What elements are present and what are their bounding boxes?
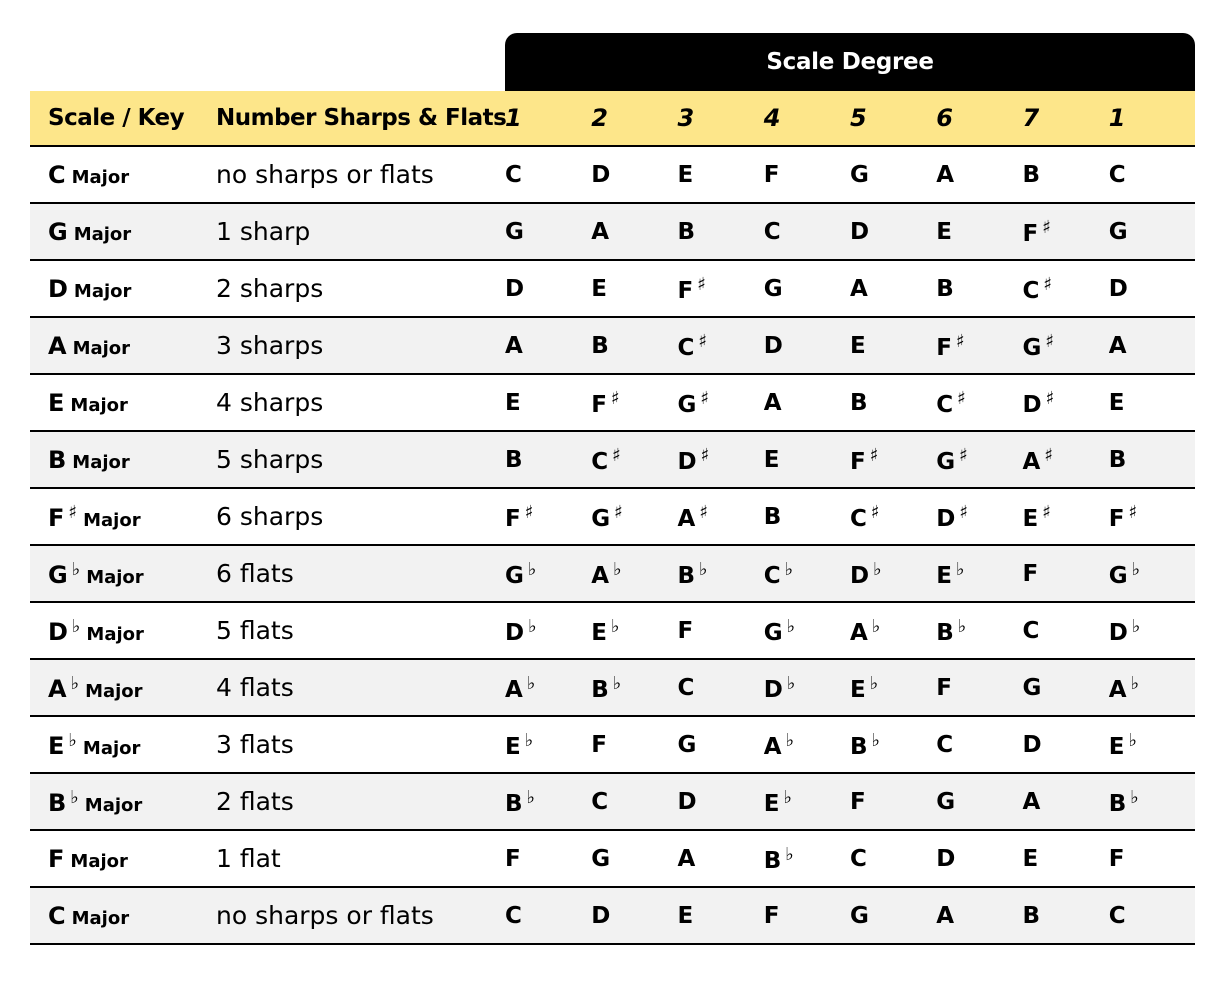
key-name: B (48, 445, 67, 474)
flat-icon: ♭ (1128, 729, 1137, 751)
scale-note: G ♯ (936, 444, 968, 475)
scale-note: G ♭ (763, 615, 796, 646)
scale-note: A (1022, 788, 1041, 815)
scale-note: E (677, 161, 694, 188)
scale-note: C ♯ (591, 444, 621, 475)
flat-icon: ♭ (1131, 558, 1141, 580)
flat-icon: ♭ (873, 558, 882, 580)
header-degree: 1 (505, 91, 591, 146)
scale-note: D (1022, 731, 1042, 758)
sharps-flats-count: 1 sharp (216, 217, 311, 246)
flat-icon: ♭ (786, 672, 796, 694)
sharp-icon: ♯ (1045, 387, 1055, 409)
sharp-icon: ♯ (959, 444, 968, 466)
table-row (30, 203, 1195, 260)
scale-key-cell (30, 317, 198, 374)
scale-key-cell (30, 260, 198, 317)
scale-note: D ♯ (677, 444, 710, 475)
scale-note: E ♯ (1022, 501, 1051, 532)
major-label: Major (71, 907, 130, 929)
flat-icon: ♭ (869, 672, 879, 694)
scale-note: A (763, 389, 782, 416)
scale-note: B ♭ (505, 786, 536, 817)
scale-note: E (936, 218, 952, 245)
flat-icon: ♭ (871, 729, 881, 751)
sharps-flats-count: 3 sharps (216, 331, 324, 360)
flat-icon: ♭ (871, 615, 881, 637)
scale-note: G (677, 731, 697, 758)
scale-note: G (1022, 674, 1042, 701)
scale-note: A (1108, 332, 1127, 359)
sharp-icon: ♯ (869, 444, 879, 466)
flat-icon: ♭ (70, 786, 79, 808)
major-label: Major (86, 623, 144, 645)
major-label: Major (72, 337, 131, 359)
scale-note: C (936, 731, 954, 758)
scale-note: C (591, 788, 609, 815)
scale-note: E ♭ (505, 729, 534, 760)
scale-note: G ♯ (1022, 330, 1055, 361)
scale-note: B (850, 389, 868, 416)
scale-note: B (936, 275, 954, 302)
scale-note: A (591, 218, 610, 245)
key-name: A (48, 331, 67, 360)
scale-note: A ♭ (763, 729, 795, 760)
flat-icon: ♭ (785, 843, 794, 865)
flat-icon: ♭ (526, 786, 536, 808)
flat-icon: ♭ (957, 615, 967, 637)
scale-note: G ♯ (677, 387, 710, 418)
scale-note: G (936, 788, 956, 815)
flat-icon: ♭ (783, 786, 792, 808)
scale-note: D ♯ (1022, 387, 1055, 418)
flat-icon: ♭ (1130, 672, 1140, 694)
header-row (30, 91, 1195, 146)
sharp-icon: ♯ (955, 330, 965, 352)
major-label: Major (72, 451, 130, 473)
sharps-flats-count: 5 sharps (216, 445, 324, 474)
scale-note: D ♭ (763, 672, 796, 703)
scale-note: C ♭ (763, 558, 794, 589)
header-scale-key: Scale / Key (30, 91, 198, 146)
scale-note: E (591, 275, 607, 302)
scale-note: C (1022, 617, 1040, 644)
scale-key-cell (30, 374, 198, 431)
scale-note: A (850, 275, 868, 302)
scale-note: D ♭ (850, 558, 882, 589)
scale-note: B ♭ (763, 843, 794, 874)
sharp-icon: ♯ (1128, 501, 1138, 523)
sharps-flats-count: 1 flat (216, 844, 281, 873)
sharp-icon: ♯ (1045, 330, 1055, 352)
key-name: E ♭ (48, 729, 77, 760)
flat-icon: ♭ (526, 672, 536, 694)
flat-icon: ♭ (786, 615, 796, 637)
major-label: Major (84, 794, 143, 816)
major-label: Major (71, 166, 130, 188)
sharp-icon: ♯ (700, 387, 710, 409)
flat-icon: ♭ (71, 615, 81, 637)
scale-note: D (850, 218, 870, 245)
scale-note: A ♯ (677, 501, 709, 532)
scale-note: D (591, 161, 611, 188)
key-name: E (48, 388, 65, 417)
scale-note: B (677, 218, 696, 245)
scale-note: D (505, 275, 525, 302)
scale-note: E ♭ (763, 786, 792, 817)
scale-note: E ♭ (591, 615, 620, 646)
key-name: C (48, 901, 66, 930)
table-row (30, 488, 1195, 545)
scale-note: B (1022, 161, 1041, 188)
scale-note: C ♯ (936, 387, 966, 418)
scale-note: E (763, 446, 780, 473)
scale-note: A ♭ (1108, 672, 1140, 703)
flat-icon: ♭ (785, 729, 795, 751)
scale-note: A ♭ (850, 615, 881, 646)
sharps-flats-count: 4 flats (216, 673, 294, 702)
flat-icon: ♭ (1131, 615, 1141, 637)
sharp-icon: ♯ (698, 330, 708, 352)
scale-note: B (763, 503, 782, 530)
scale-key-cell (30, 602, 198, 659)
major-label: Major (70, 850, 128, 872)
scale-note: A (677, 845, 696, 872)
scale-note: F ♯ (1108, 501, 1138, 532)
scale-note: F (1108, 845, 1125, 872)
scale-note: A (936, 902, 955, 929)
table-row (30, 431, 1195, 488)
scale-note: G (763, 275, 783, 302)
header-degree: 1 (1109, 91, 1195, 146)
scale-note: B (1022, 902, 1041, 929)
table-row (30, 602, 1195, 659)
scale-note: F ♯ (591, 387, 620, 418)
table-row (30, 260, 1195, 317)
key-name: A ♭ (48, 672, 80, 703)
scale-note: G (591, 845, 611, 872)
scale-note: E (850, 332, 866, 359)
sharp-icon: ♯ (68, 501, 78, 523)
major-label: Major (70, 394, 128, 416)
key-name: F ♯ (48, 501, 78, 532)
scale-note: F (591, 731, 607, 758)
scale-note: A ♯ (1022, 444, 1054, 475)
scale-note: F ♯ (936, 330, 965, 361)
scale-key-cell (30, 659, 198, 716)
scale-key-cell (30, 830, 198, 887)
table-row (30, 146, 1195, 203)
sharps-flats-count: 2 flats (216, 787, 294, 816)
major-label: Major (83, 509, 141, 531)
scale-note: F (763, 161, 780, 188)
flat-icon: ♭ (955, 558, 965, 580)
flat-icon: ♭ (71, 558, 81, 580)
scale-note: F (850, 788, 866, 815)
flat-icon: ♭ (610, 615, 620, 637)
scale-note: D (591, 902, 611, 929)
header-degree: 7 (1023, 91, 1109, 146)
sharps-flats-count: 6 sharps (216, 502, 324, 531)
sharps-flats-count: 6 flats (216, 559, 294, 588)
scale-note: D ♯ (936, 501, 969, 532)
scale-note: B ♭ (850, 729, 881, 760)
flat-icon: ♭ (784, 558, 794, 580)
key-name: D ♭ (48, 615, 81, 646)
key-name: G ♭ (48, 558, 81, 589)
table-row (30, 773, 1195, 830)
major-scales-table (30, 91, 1195, 945)
key-name: G (48, 217, 68, 246)
key-name: C (48, 160, 66, 189)
scale-note: B (505, 446, 523, 473)
scale-note: C ♯ (850, 501, 880, 532)
scale-note: E (505, 389, 521, 416)
table-row (30, 830, 1195, 887)
scale-note: B (591, 332, 609, 359)
flat-icon: ♭ (68, 729, 77, 751)
key-name: F (48, 844, 65, 873)
scale-note: C (505, 161, 522, 188)
scale-note: B ♭ (677, 558, 708, 589)
table-row (30, 716, 1195, 773)
sharps-flats-count: 3 flats (216, 730, 294, 759)
scale-note: B (1108, 446, 1127, 473)
scale-note: E (1022, 845, 1039, 872)
scale-note: G ♭ (505, 558, 537, 589)
scale-key-cell (30, 716, 198, 773)
key-name: D (48, 274, 68, 303)
scale-note: C (505, 902, 522, 929)
scale-note: D ♭ (1108, 615, 1141, 646)
scale-note: G (505, 218, 524, 245)
major-label: Major (82, 737, 141, 759)
sharp-icon: ♯ (1044, 444, 1054, 466)
scale-note: C (763, 218, 781, 245)
header-degree: 6 (936, 91, 1022, 146)
flat-icon: ♭ (1130, 786, 1139, 808)
flat-icon: ♭ (613, 558, 622, 580)
key-name: B ♭ (48, 786, 79, 817)
scale-note: C (677, 674, 695, 701)
header-number-sharps-flats: Number Sharps & Flats (198, 91, 505, 146)
scale-note: B ♭ (591, 672, 622, 703)
scale-note: A (936, 161, 955, 188)
sharp-icon: ♯ (524, 501, 534, 523)
scale-note: D ♭ (505, 615, 537, 646)
scale-note: E ♭ (850, 672, 879, 703)
sharp-icon: ♯ (700, 444, 710, 466)
scale-key-cell (30, 545, 198, 602)
table-row (30, 887, 1195, 944)
sharp-icon: ♯ (1043, 273, 1053, 295)
scale-note: E ♭ (1108, 729, 1137, 760)
flat-icon: ♭ (699, 558, 708, 580)
scale-note: B ♭ (936, 615, 967, 646)
scale-note: E ♭ (936, 558, 965, 589)
sharps-flats-count: no sharps or flats (216, 901, 434, 930)
header-degree: 5 (850, 91, 936, 146)
scale-note: D (763, 332, 783, 359)
major-label: Major (85, 680, 143, 702)
scale-note: G (1108, 218, 1128, 245)
major-label: Major (73, 280, 132, 302)
sharps-flats-count: no sharps or flats (216, 160, 434, 189)
sharp-icon: ♯ (957, 387, 966, 409)
scale-note: G (850, 161, 869, 188)
scale-note: D (677, 788, 697, 815)
scale-key-cell (30, 773, 198, 830)
scale-note: D (1108, 275, 1128, 302)
scale-key-cell (30, 887, 198, 944)
sharp-icon: ♯ (610, 387, 620, 409)
sharps-flats-count: 2 sharps (216, 274, 324, 303)
sharp-icon: ♯ (1042, 216, 1051, 238)
scale-note: F (763, 902, 780, 929)
table-row (30, 659, 1195, 716)
header-degree: 3 (678, 91, 764, 146)
sharp-icon: ♯ (697, 273, 706, 295)
major-label: Major (73, 223, 132, 245)
scale-note: G ♯ (591, 501, 623, 532)
scale-note: F ♯ (1022, 216, 1051, 247)
scale-note: A ♭ (505, 672, 536, 703)
sharps-flats-count: 4 sharps (216, 388, 324, 417)
scale-note: C (850, 845, 867, 872)
table-row (30, 374, 1195, 431)
flat-icon: ♭ (612, 672, 622, 694)
major-label: Major (86, 566, 144, 588)
scale-note: C ♯ (1022, 273, 1053, 304)
scale-note: A (505, 332, 523, 359)
header-degree: 2 (591, 91, 677, 146)
scale-note: E (677, 902, 694, 929)
flat-icon: ♭ (527, 558, 537, 580)
scale-key-cell (30, 488, 198, 545)
table-row (30, 545, 1195, 602)
scale-note: F (677, 617, 694, 644)
sharp-icon: ♯ (1042, 501, 1051, 523)
scale-note: F (505, 845, 521, 872)
scale-key-cell (30, 146, 198, 203)
table-row (30, 317, 1195, 374)
flat-icon: ♭ (528, 615, 537, 637)
scale-degree-banner: Scale Degree (505, 33, 1195, 91)
flat-icon: ♭ (524, 729, 534, 751)
scale-note: G ♭ (1108, 558, 1141, 589)
sharp-icon: ♯ (614, 501, 623, 523)
header-degree: 4 (764, 91, 850, 146)
scale-note: E (1108, 389, 1125, 416)
scale-note: F ♯ (850, 444, 879, 475)
scale-note: F ♯ (505, 501, 534, 532)
sharp-icon: ♯ (870, 501, 880, 523)
scale-note: C ♯ (677, 330, 708, 361)
scale-key-cell (30, 203, 198, 260)
scale-note: B ♭ (1108, 786, 1139, 817)
scale-note: C (1108, 902, 1126, 929)
scale-note: C (1108, 161, 1126, 188)
scale-note: F (1022, 560, 1039, 587)
scale-note: D (936, 845, 956, 872)
scale-note: G (850, 902, 869, 929)
scale-key-cell (30, 431, 198, 488)
sharps-flats-count: 5 flats (216, 616, 294, 645)
scale-note: F ♯ (677, 273, 706, 304)
sharp-icon: ♯ (699, 501, 709, 523)
sharp-icon: ♯ (612, 444, 621, 466)
scale-note: A ♭ (591, 558, 622, 589)
sharp-icon: ♯ (959, 501, 969, 523)
scale-note: F (936, 674, 952, 701)
flat-icon: ♭ (70, 672, 80, 694)
